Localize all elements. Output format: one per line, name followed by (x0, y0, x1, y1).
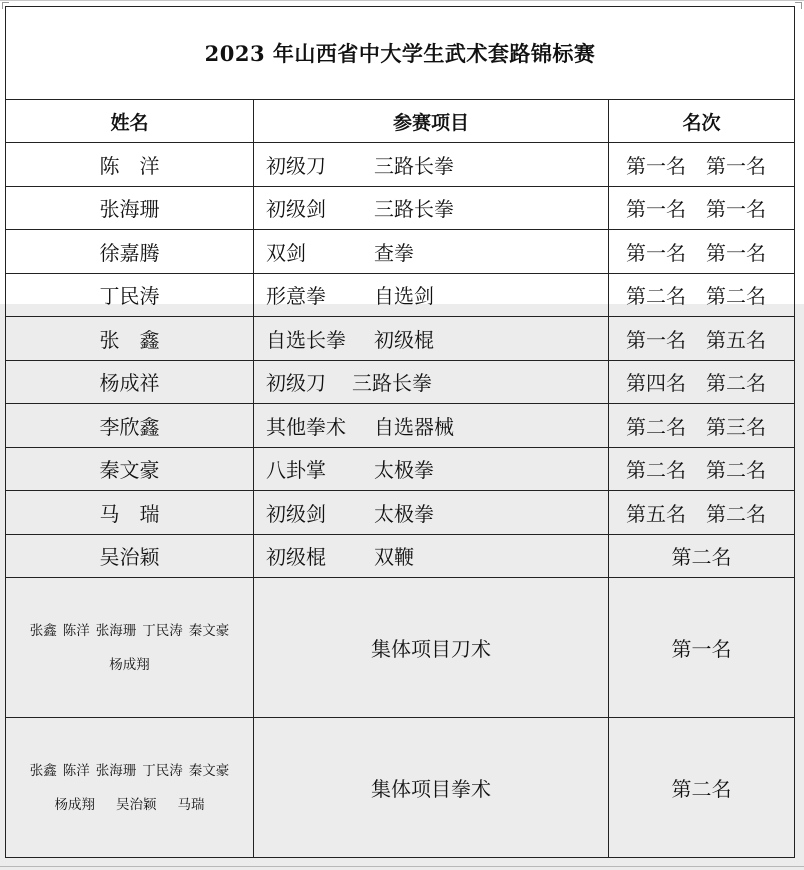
events-cell (254, 186, 609, 230)
athlete-name: 丁民涛 (6, 273, 254, 317)
table-row (6, 491, 795, 535)
team-rank: 第二名 (609, 718, 795, 858)
event-2: 太极拳 (374, 501, 434, 526)
title-row (6, 7, 795, 100)
event-1: 初级剑 (266, 197, 326, 222)
team-member: 杨成翔 (109, 656, 150, 673)
event-1: 初级刀 (266, 153, 326, 178)
table-row (6, 534, 795, 578)
rank-cell (609, 273, 795, 317)
event-2: 自选剑 (374, 284, 434, 309)
events-cell (254, 230, 609, 274)
header-name: 姓名 (6, 100, 254, 143)
table-row (6, 230, 795, 274)
events-cell (254, 447, 609, 491)
event-2: 查拳 (374, 240, 414, 265)
rank-1: 第一名 (626, 197, 686, 222)
event-2: 三路长拳 (374, 153, 454, 178)
team-row (6, 578, 795, 718)
header-rank: 名次 (609, 100, 795, 143)
events-cell (254, 491, 609, 535)
athlete-name: 张 鑫 (6, 317, 254, 361)
events-cell (254, 404, 609, 448)
rank-1: 第一名 (626, 153, 686, 178)
rank-1: 第四名 (626, 371, 686, 396)
athlete-name: 陈 洋 (6, 143, 254, 187)
rank-cell (609, 360, 795, 404)
rank-2: 第二名 (706, 284, 766, 309)
athlete-name: 杨成祥 (6, 360, 254, 404)
team-members-line-1 (6, 754, 253, 788)
page-top-border (0, 0, 804, 1)
table-row (6, 317, 795, 361)
events-cell (254, 317, 609, 361)
rank-2: 第五名 (706, 327, 766, 352)
results-table (5, 6, 795, 858)
event-2: 自选器械 (374, 414, 454, 439)
rank-cell (609, 143, 795, 187)
events-cell (254, 143, 609, 187)
team-member: 陈洋 (62, 622, 90, 639)
rank-1: 第二名 (626, 414, 686, 439)
rank-2: 第一名 (706, 240, 766, 265)
team-member: 秦文豪 (188, 762, 230, 779)
athlete-name: 张海珊 (6, 186, 254, 230)
event-1: 自选长拳 (266, 327, 346, 352)
table-row (6, 273, 795, 317)
event-1: 初级棍 (266, 545, 326, 570)
events-cell (254, 534, 609, 578)
team-member: 秦文豪 (188, 622, 230, 639)
team-member: 马瑞 (177, 796, 205, 813)
rank-cell (609, 230, 795, 274)
team-members-line-1 (6, 614, 253, 648)
rank-2: 第二名 (706, 371, 766, 396)
events-cell (254, 360, 609, 404)
team-event: 集体项目刀术 (254, 578, 609, 718)
event-1: 双剑 (266, 240, 306, 265)
rank-2: 第二名 (706, 501, 766, 526)
team-member: 丁民涛 (142, 762, 183, 779)
table-row (6, 186, 795, 230)
events-cell (254, 273, 609, 317)
table-title: 2023 年山西省中大学生武术套路锦标赛 (6, 7, 795, 100)
team-row (6, 718, 795, 858)
team-member: 张鑫 (29, 622, 57, 639)
rank-cell (609, 404, 795, 448)
rank-cell (609, 317, 795, 361)
event-2: 三路长拳 (352, 371, 432, 396)
team-rank: 第一名 (609, 578, 795, 718)
athlete-name: 李欣鑫 (6, 404, 254, 448)
team-members (6, 578, 254, 718)
athlete-name: 吴治颖 (6, 534, 254, 578)
rank-cell (609, 186, 795, 230)
header-events: 参赛项目 (254, 100, 609, 143)
table-row (6, 447, 795, 491)
team-member: 丁民涛 (142, 622, 183, 639)
event-1: 八卦掌 (266, 458, 326, 483)
event-2: 双鞭 (374, 545, 414, 570)
rank-1: 第二名 (626, 284, 686, 309)
table-row (6, 360, 795, 404)
rank-cell (609, 447, 795, 491)
event-1: 形意拳 (266, 284, 326, 309)
event-2: 三路长拳 (374, 197, 454, 222)
rank-2: 第二名 (706, 458, 766, 483)
rank-1: 第五名 (626, 501, 686, 526)
rank-1: 第一名 (626, 240, 686, 265)
rank-1: 第二名 (626, 458, 686, 483)
rank-cell: 第二名 (609, 534, 795, 578)
team-member: 张海珊 (95, 622, 137, 639)
rank-cell (609, 491, 795, 535)
athlete-name: 徐嘉腾 (6, 230, 254, 274)
table-row (6, 143, 795, 187)
team-members-line-2 (6, 648, 253, 682)
event-1: 其他拳术 (266, 414, 346, 439)
event-2: 初级棍 (374, 327, 434, 352)
table-row (6, 404, 795, 448)
rank-2: 第一名 (706, 197, 766, 222)
event-1: 初级剑 (266, 501, 326, 526)
event-1: 初级刀 (266, 371, 326, 396)
corner-mark-top-right (795, 2, 802, 9)
team-member: 张海珊 (95, 762, 137, 779)
athlete-name: 秦文豪 (6, 447, 254, 491)
team-members (6, 718, 254, 858)
rank-2: 第三名 (706, 414, 766, 439)
team-member: 杨成翔 (54, 796, 95, 813)
page-bottom-border (0, 866, 804, 867)
team-member: 吴治颖 (116, 796, 157, 813)
team-member: 陈洋 (62, 762, 90, 779)
rank-2: 第一名 (706, 153, 766, 178)
event-2: 太极拳 (374, 458, 434, 483)
team-members-line-2 (6, 788, 253, 822)
rank-1: 第一名 (626, 327, 686, 352)
team-member: 张鑫 (29, 762, 57, 779)
header-row (6, 100, 795, 143)
team-event: 集体项目拳术 (254, 718, 609, 858)
athlete-name: 马 瑞 (6, 491, 254, 535)
